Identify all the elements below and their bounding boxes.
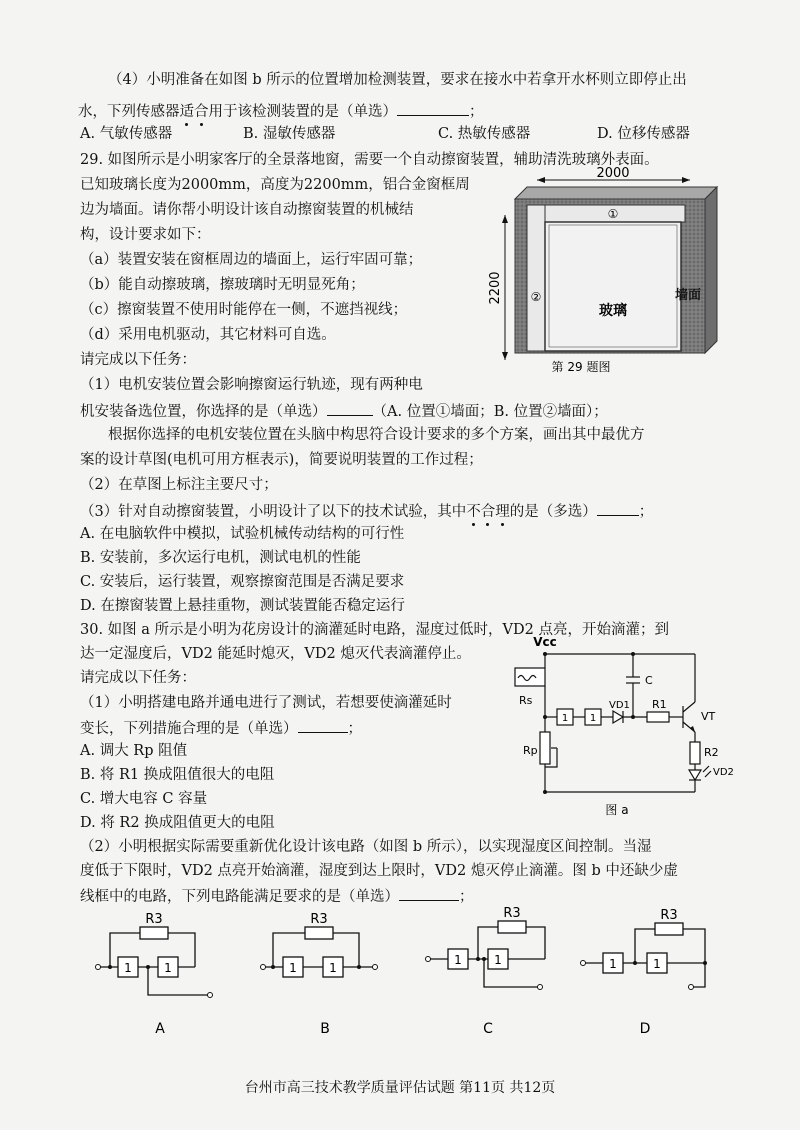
not-gate: 1	[164, 961, 172, 975]
r3-label: R3	[145, 912, 163, 927]
answer-blank[interactable]	[327, 400, 373, 416]
q29-line2: 已知玻璃长度为2000mm，高度为2200mm，铝合金窗框周	[80, 177, 470, 193]
not-gate: 1	[454, 953, 462, 967]
q29-task2: （2）在草图上标注主要尺寸；	[80, 477, 278, 493]
q29-line3: 边为墙面。请你帮小明设计该自动擦窗装置的机械结	[80, 202, 414, 218]
glass-label: 玻璃	[599, 303, 627, 319]
q30-tasks: 请完成以下任务：	[80, 670, 196, 686]
c-label: C	[645, 674, 653, 687]
q30-option-d: D. 将 R2 换成阻值更大的电阻	[80, 815, 275, 831]
wall-label: 墙面	[674, 288, 702, 303]
q29-req-b: （b）能自动擦玻璃，擦玻璃时无明显死角；	[80, 277, 365, 293]
circuit-figure-a	[505, 632, 745, 822]
figure-29-caption: 第 29 题图	[551, 360, 611, 374]
vt-label: VT	[701, 710, 716, 723]
q30-task1-b: 变长，下列措施合理的是（单选） ；	[80, 717, 362, 739]
answer-blank[interactable]	[298, 717, 348, 733]
choice-label-d: D	[639, 1021, 651, 1037]
q28-4-option-c: C. 热敏传感器	[438, 126, 531, 142]
vcc-label: Vcc	[533, 635, 557, 649]
q30-option-c: C. 增大电容 C 容量	[80, 791, 208, 807]
answer-blank[interactable]	[597, 500, 639, 516]
q29-tasks: 请完成以下任务：	[80, 352, 196, 368]
q29-req-d: （d）采用电机驱动，其它材料可自选。	[80, 327, 336, 343]
q29-option-a: A. 在电脑软件中模拟，试验机械传动结构的可行性	[80, 526, 405, 542]
not-gate: 1	[329, 961, 337, 975]
glass-pane	[545, 222, 681, 351]
q29-option-d: D. 在擦窗装置上悬挂重物，测试装置能否稳定运行	[80, 598, 405, 614]
not-gate: 1	[494, 953, 502, 967]
q29-req-a: （a）装置安装在窗框周边的墙面上，运行牢固可靠；	[80, 252, 423, 268]
q29-line4: 构，设计要求如下：	[80, 227, 211, 243]
q29-task1-a: （1）电机安装位置会影响擦窗运行轨迹，现有两种电	[80, 377, 423, 393]
q30-task2-b: 度低于下限时，VD2 点亮开始滴灌，湿度到达上限时，VD2 熄灭停止滴灌。图 b 中还缺少虚	[80, 863, 678, 879]
not-gate-1: 1	[561, 713, 569, 724]
choice-circuit-c	[420, 905, 560, 1045]
rp-label: Rp	[523, 744, 538, 757]
choice-circuit-d	[575, 905, 720, 1045]
r3-label: R3	[503, 906, 521, 921]
choice-label-a: A	[155, 1021, 165, 1037]
not-gate: 1	[124, 961, 132, 975]
not-gate-2: 1	[589, 713, 597, 724]
choice-label-c: C	[483, 1021, 493, 1037]
figure-a-caption: 图 a	[605, 803, 629, 817]
window-figure	[485, 165, 735, 380]
q28-4-line1: （4）小明准备在如图 b 所示的位置增加检测装置，要求在接水中若拿开水杯则立即停止出	[108, 72, 687, 88]
position-2-label: ②	[530, 290, 542, 304]
r3-label: R3	[310, 912, 328, 927]
choice-circuit-a	[90, 905, 230, 1045]
answer-blank[interactable]	[397, 100, 469, 116]
q30-line1: 30. 如图 a 所示是小明为花房设计的滴灌延时电路，湿度过低时，VD2 点亮，开始滴灌；到	[80, 622, 669, 638]
r1-label: R1	[652, 698, 667, 711]
q29-option-c: C. 安装后，运行装置，观察擦窗范围是否满足要求	[80, 574, 405, 590]
q28-4-line2: 水，下列传感器适合用于该检测装置的是（单选） ；	[78, 100, 484, 122]
vd2-label: VD2	[713, 767, 734, 778]
q29-task3: （3）针对自动擦窗装置，小明设计了以下的技术试验，其中不合理的是（多选） ；	[80, 500, 653, 522]
q30-task2-c: 线框中的电路，下列电路能满足要求的是（单选） ；	[80, 885, 474, 907]
width-dimension: 2000	[596, 166, 630, 181]
q28-4-option-b: B. 湿敏传感器	[243, 126, 336, 142]
answer-blank[interactable]	[399, 885, 459, 901]
choice-circuit-b	[255, 905, 395, 1045]
not-gate: 1	[653, 957, 661, 971]
position-1-label: ①	[607, 207, 619, 221]
q29-req-c: （c）擦窗装置不使用时能停在一侧，不遮挡视线；	[80, 302, 408, 318]
rs-label: Rs	[519, 694, 533, 707]
not-gate: 1	[289, 961, 297, 975]
height-dimension: 2200	[488, 271, 503, 305]
r3-label: R3	[660, 908, 678, 923]
page-footer: 台州市高三技术教学质量评估试题 第11页 共12页	[244, 1080, 556, 1096]
q30-option-a: A. 调大 Rp 阻值	[80, 743, 188, 759]
vd1-label: VD1	[609, 700, 630, 711]
q30-task2-a: （2）小明根据实际需要重新优化设计该电路（如图 b 所示），以实现湿度区间控制。当湿	[80, 839, 652, 855]
q29-task1-d: 案的设计草图(电机可用方框表示)，简要说明装置的工作过程；	[80, 452, 483, 468]
q30-option-b: B. 将 R1 换成阻值很大的电阻	[80, 767, 275, 783]
q28-4-option-a: A. 气敏传感器	[80, 126, 173, 142]
q29-task1-b: 机安装备选位置，你选择的是（单选） （A. 位置①墙面；B. 位置②墙面）；	[80, 400, 608, 422]
not-gate: 1	[609, 957, 617, 971]
q30-line2: 达一定湿度后，VD2 能延时熄灭，VD2 熄灭代表滴灌停止。	[80, 646, 471, 662]
q29-line1: 29. 如图所示是小明家客厅的全景落地窗，需要一个自动擦窗装置，辅助清洗玻璃外表面。	[80, 152, 659, 168]
choice-label-b: B	[320, 1021, 330, 1037]
q29-option-b: B. 安装前，多次运行电机，测试电机的性能	[80, 550, 361, 566]
q28-4-option-d: D. 位移传感器	[597, 126, 690, 142]
r2-label: R2	[704, 746, 719, 759]
q29-task1-c: 根据你选择的电机安装位置在头脑中构思符合设计要求的多个方案，画出其中最优方	[108, 427, 645, 443]
q30-task1-a: （1）小明搭建电路并通电进行了测试，若想要使滴灌延时	[80, 695, 452, 711]
